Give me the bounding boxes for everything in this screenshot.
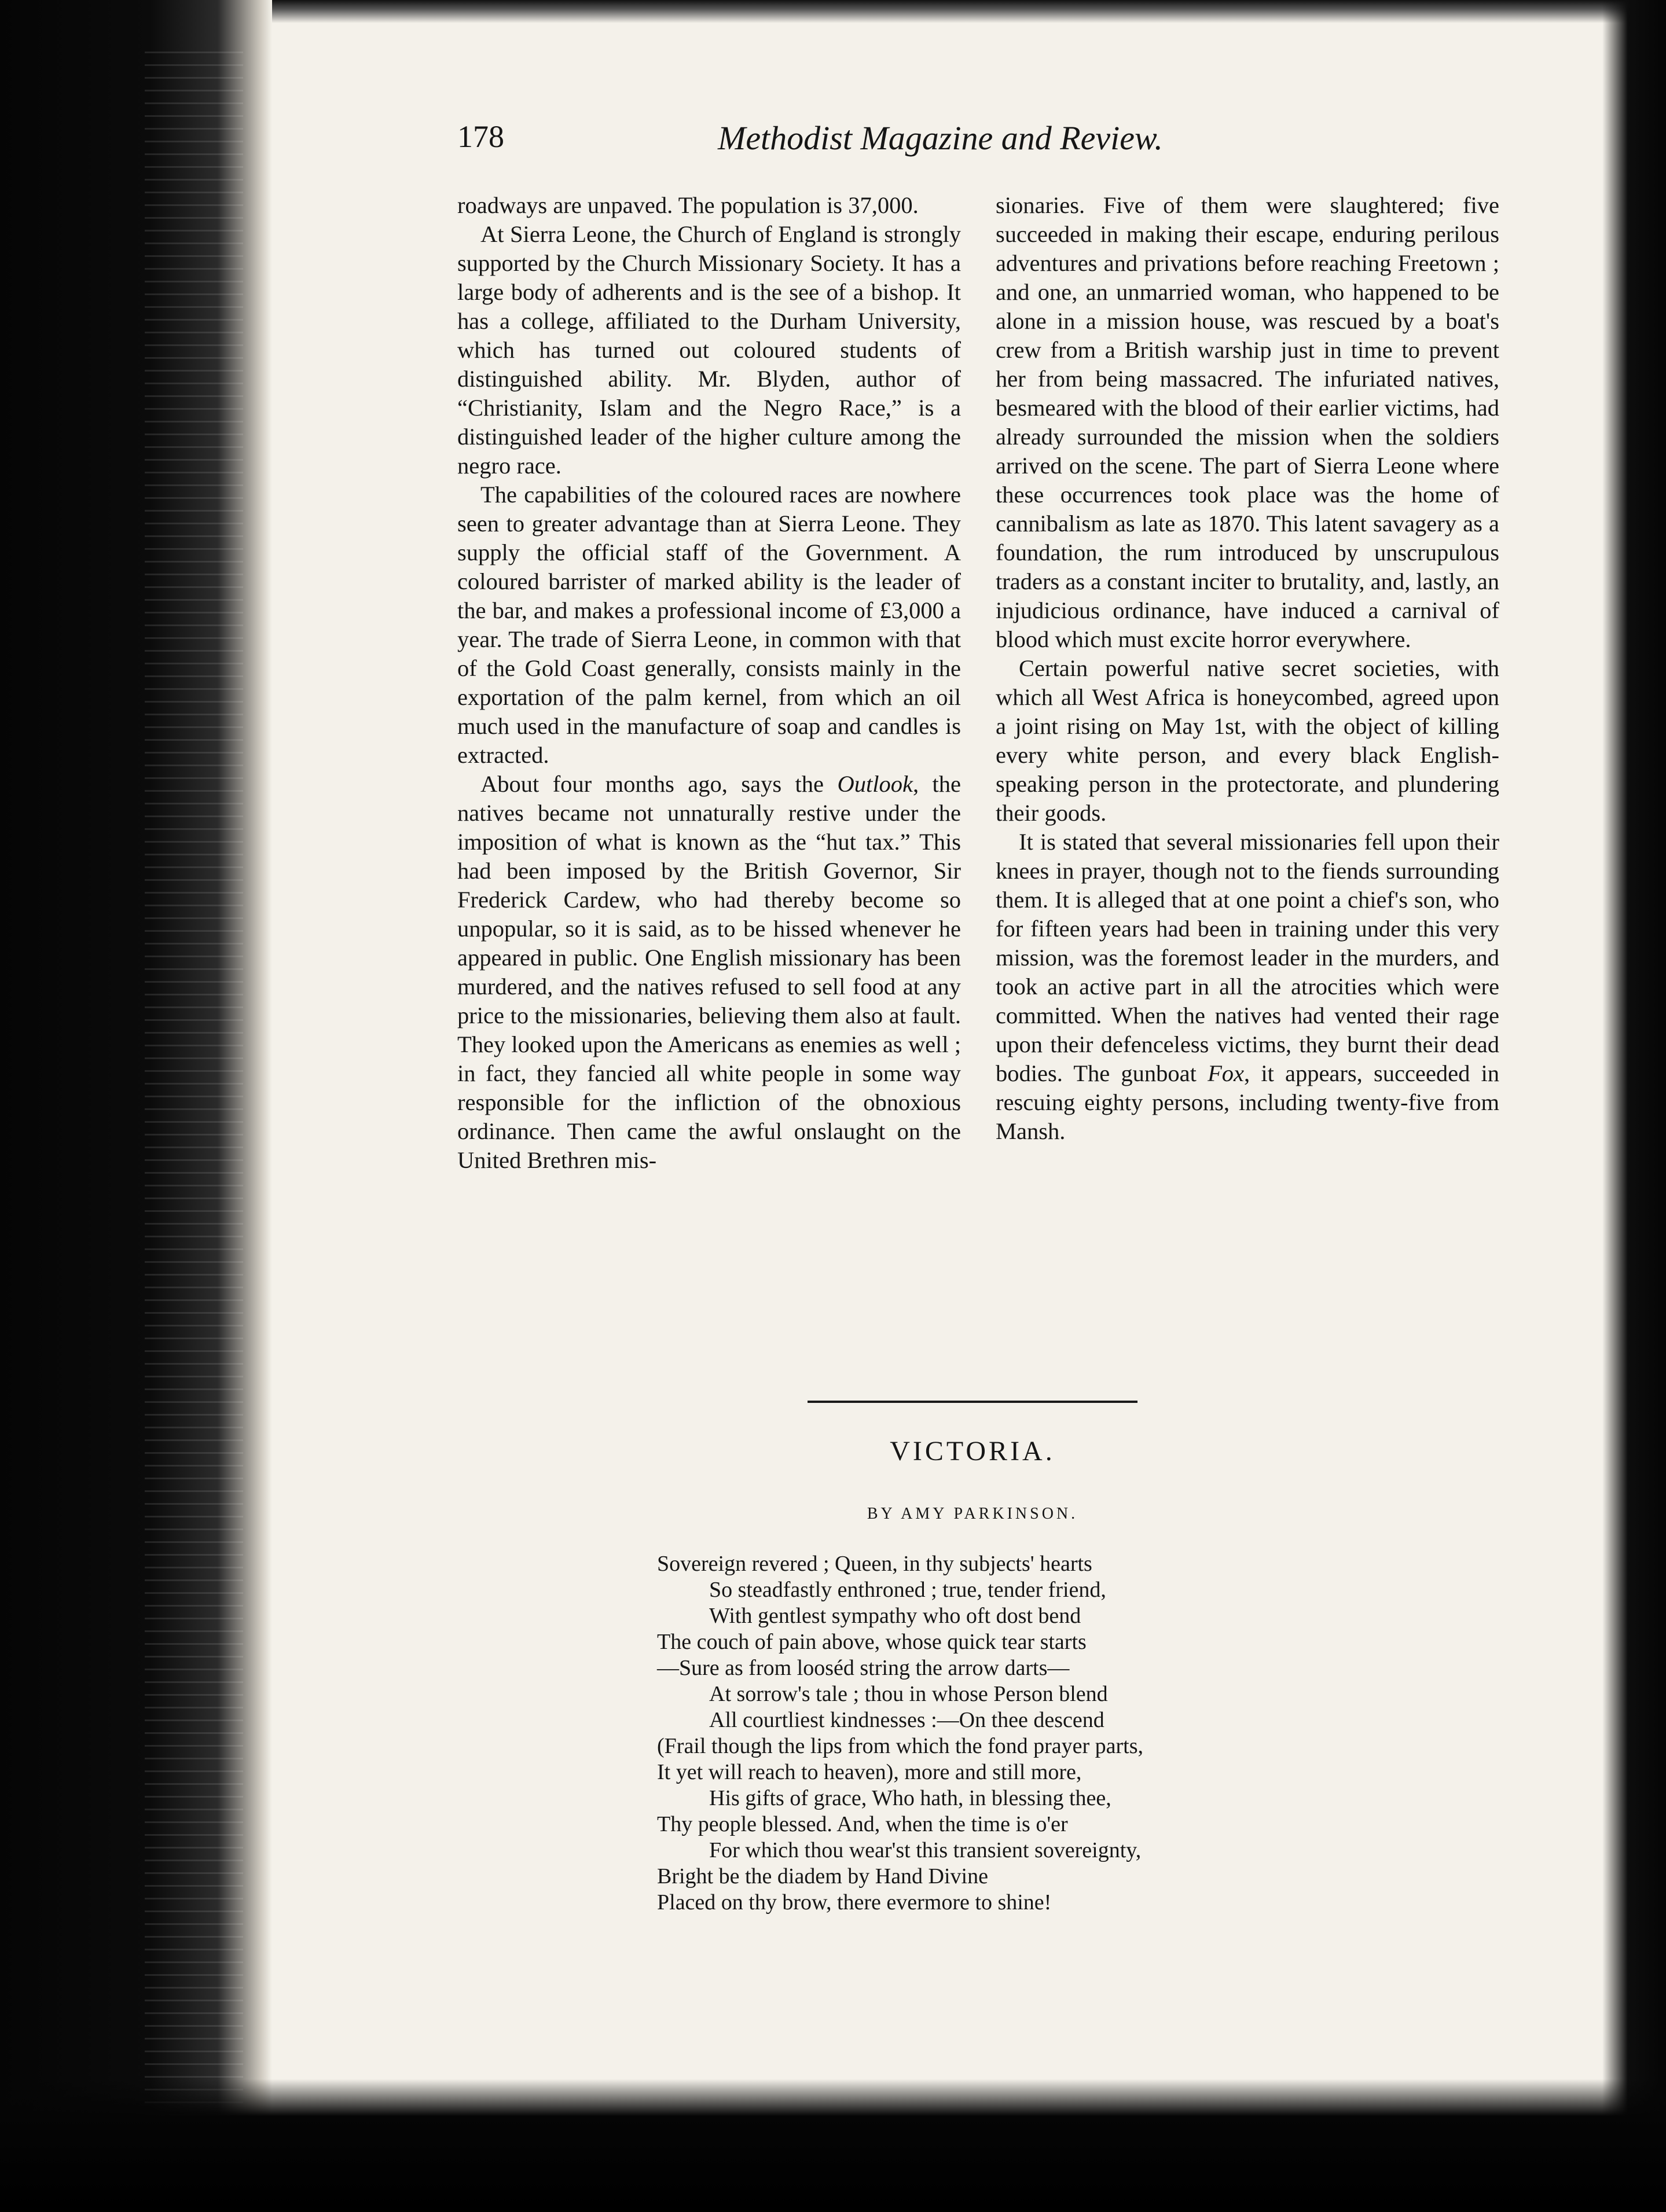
paragraph-text: , it appears, succeeded in rescuing eighty persons, including twenty-five from Mansh. bbox=[996, 1060, 1499, 1144]
top-scan-edge bbox=[272, 0, 1666, 23]
poem-line: Thy people blessed. And, when the time is o'er bbox=[657, 1812, 1068, 1836]
paragraph: At Sierra Leone, the Church of England is strongly supported by the Church Missionary Society. It has a large body of adherents and is the see of a bishop. It has a college, affiliated to the Durham University, which has turned out coloured students of distinguished ability. Mr. Blyden, author of “Christianity, Islam and the Negro Race,” is a distinguished leader of the higher culture among the negro race. bbox=[457, 221, 961, 479]
paragraph bbox=[996, 828, 1499, 1146]
running-head: Methodist Magazine and Review. bbox=[718, 119, 1163, 157]
bottom-scan-edge bbox=[0, 2079, 1666, 2212]
poem-line: All courtliest kindnesses :—On thee descend bbox=[709, 1708, 1104, 1732]
poem-byline: BY AMY PARKINSON. bbox=[867, 1505, 1078, 1523]
poem-line: For which thou wear'st this transient sovereignty, bbox=[709, 1838, 1142, 1862]
page-number: 178 bbox=[457, 119, 504, 154]
poem-line: Bright be the diadem by Hand Divine bbox=[657, 1864, 988, 1888]
poem-line: (Frail though the lips from which the fond prayer parts, bbox=[657, 1734, 1144, 1758]
binding-scan-streaks bbox=[145, 46, 243, 2141]
paragraph: sionaries. Five of them were slaughtered; five succeeded in making their escape, enduring perilous adventures and privations before reaching Freetown ; and one, an unmarried woman, who happened to be alone in a mission house, was rescued by a boat's crew from a British warship just in time to prevent her from being massacred. The infuriated natives, besmeared with the blood of their earlier victims, had already surrounded the mission when the soldiers arrived on the scene. The part of Sierra Leone where these occurrences took place was the home of cannibalism as late as 1870. This latent savagery as a foundation, the rum introduced by unscrupulous traders as a constant inciter to brutality, and, lastly, an injudicious ordinance, have induced a carnival of blood which must excite horror everywhere. bbox=[996, 192, 1499, 652]
poem-line: Placed on thy brow, there evermore to shine! bbox=[657, 1890, 1052, 1915]
poem-line: It yet will reach to heaven), more and still more, bbox=[657, 1760, 1082, 1784]
section-divider bbox=[808, 1401, 1137, 1403]
page-header bbox=[457, 119, 1262, 171]
poem-line: Sovereign revered ; Queen, in thy subjects' hearts bbox=[657, 1552, 1092, 1576]
poem-title: VICTORIA. bbox=[890, 1436, 1055, 1467]
poem-line: At sorrow's tale ; thou in whose Person blend bbox=[709, 1682, 1108, 1706]
poem-line: With gentlest sympathy who oft dost bend bbox=[709, 1604, 1081, 1628]
italic-ship-name: Fox bbox=[1208, 1060, 1245, 1086]
poem-line: —Sure as from looséd string the arrow darts— bbox=[657, 1656, 1070, 1680]
paragraph: Certain powerful native secret societies, with which all West Africa is honeycombed, agreed upon a joint rising on May 1st, with the object of killing every white person, and every black English-speaking person in the protectorate, and plundering their goods. bbox=[996, 655, 1499, 826]
paragraph: The capabilities of the coloured races are nowhere seen to greater advantage than at Sierra Leone. They supply the official staff of the Government. A coloured barrister of marked ability is the leader of the bar, and makes a professional income of £3,000 a year. The trade of Sierra Leone, in common with that of the Gold Coast generally, consists mainly in the exportation of the palm kernel, from which an oil much used in the manufacture of soap and candles is extracted. bbox=[457, 482, 961, 768]
poem-line: So steadfastly enthroned ; true, tender friend, bbox=[709, 1578, 1106, 1602]
paragraph-text: About four months ago, says the bbox=[480, 771, 838, 797]
right-scan-edge bbox=[1602, 0, 1666, 2212]
paragraph-text: , the natives became not unnaturally restive under the imposition of what is known as the “hut tax.” This had been imposed by the British Governor, Sir Frederick Cardew, who had thereby become so unpopular, so it is said, as to be hissed whenever he appeared in public. One English missionary has been murdered, and the natives refused to sell food at any price to the missionaries, believing them also at fault. They looked upon the Americans as enemies as well ; in fact, they fancied all white people in some way responsible for the infliction of the obnoxious ordinance. Then came the awful onslaught on the United Brethren mis- bbox=[457, 771, 961, 1173]
poem-body bbox=[657, 1551, 1381, 1916]
paragraph: roadways are unpaved. The population is 37,000. bbox=[457, 192, 919, 218]
paragraph-text: It is stated that several missionaries fell upon their knees in prayer, though not to the fiends surrounding them. It is alleged that at one point a chief's son, who for fifteen years had been in training under this very mission, was the foremost leader in the murders, and took an active part in all the atrocities which were committed. When the natives had vented their rage upon their defenceless victims, they burnt their dead bodies. The gunboat bbox=[996, 829, 1499, 1086]
poem-line: His gifts of grace, Who hath, in blessing thee, bbox=[709, 1786, 1111, 1810]
left-column bbox=[457, 191, 961, 1175]
right-column bbox=[996, 191, 1499, 1146]
italic-title: Outlook bbox=[837, 771, 913, 797]
poem-line: The couch of pain above, whose quick tear starts bbox=[657, 1630, 1087, 1654]
paragraph bbox=[457, 770, 961, 1175]
